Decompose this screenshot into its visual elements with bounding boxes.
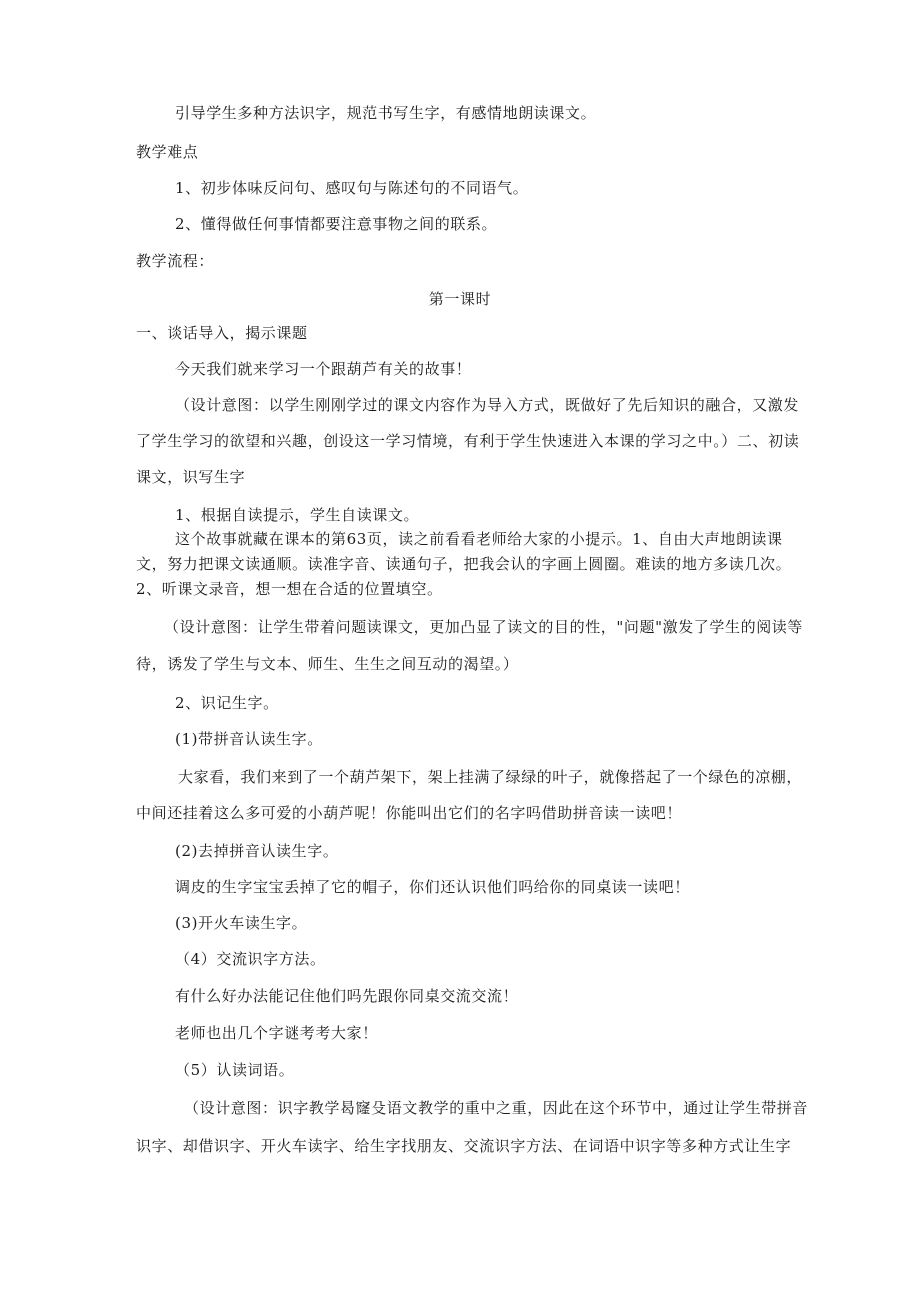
text-line: 课文，识写生字 [136, 468, 246, 486]
text-line: 引导学生多种方法识字，规范书写生字，有感情地朗读课文。 [175, 104, 597, 122]
text-line: 老师也出几个字谜考考大家！ [175, 1024, 378, 1042]
text-line: （设计意图：识字教学曷窿殳语文教学的重中之重，因此在这个环节中，通过让学生带拼音 [184, 1099, 809, 1117]
text-line: (3)开火车读生字。 [175, 914, 308, 932]
text-line: 待，诱发了学生与文本、师生、生生之间互动的渴望。） [136, 655, 519, 673]
text-line: （设计意图：以学生刚刚学过的课文内容作为导入方式，既做好了先后知识的融合，又激发 [175, 396, 800, 414]
text-line: 有什么好办法能记住他们吗先跟你同桌交流交流！ [175, 987, 519, 1005]
text-line: 今天我们就来学习一个跟葫芦有关的故事！ [175, 360, 472, 378]
text-line: （5）认读词语。 [175, 1061, 295, 1079]
section-heading: 教学难点 [136, 143, 199, 161]
text-line: （4）交流识字方法。 [175, 950, 326, 968]
text-line: 2、听课文录音，想一想在合适的位置填空。 [136, 580, 443, 598]
text-line: 了学生学习的欲望和兴趣，创设这一学习情境，有利于学生快速进入本课的学习之中。）二、初读 [136, 432, 800, 450]
text-line: 文，努力把课文读通顺。读准字音、读通句子，把我会认的字画上圆圈。难读的地方多读几次。 [136, 555, 792, 573]
text-line: 1、初步体味反问句、感叹句与陈述句的不同语气。 [175, 179, 529, 197]
text-line: 2、识记生字。 [175, 694, 279, 712]
text-line: 2、懂得做任何事情都要注意事物之间的联系。 [175, 215, 498, 233]
text-line: 大家看，我们来到了一个葫芦架下，架上挂满了绿绿的叶子，就像搭起了一个绿色的凉棚， [178, 768, 803, 786]
text-line: 调皮的生字宝宝丢掉了它的帽子，你们还认识他们吗给你的同桌读一读吧！ [175, 878, 690, 896]
section-heading: 教学流程： [136, 252, 215, 270]
text-line: 中间还挂着这么多可爱的小葫芦呢！你能叫出它们的名字吗借助拼音读一读吧！ [136, 804, 683, 822]
text-line: （设计意图：让学生带着问题读课文，更加凸显了读文的目的性，"问题"激发了学生的阅读等 [164, 618, 804, 636]
text-line: (1)带拼音认读生字。 [175, 730, 323, 748]
text-line: 识字、却借识字、开火车读字、给生字找朋友、交流识字方法、在词语中识字等多种方式让生字 [136, 1137, 792, 1155]
section-heading: 一、谈话导入，揭示课题 [136, 324, 308, 342]
text-line: (2)去掉拼音认读生字。 [175, 842, 339, 860]
text-line: 1、根据自读提示，学生自读课文。 [175, 506, 420, 524]
text-line: 这个故事就藏在课本的第63页，读之前看看老师给大家的小提示。1、自由大声地朗读课 [175, 530, 783, 548]
lesson-title: 第一课时 [428, 290, 492, 308]
